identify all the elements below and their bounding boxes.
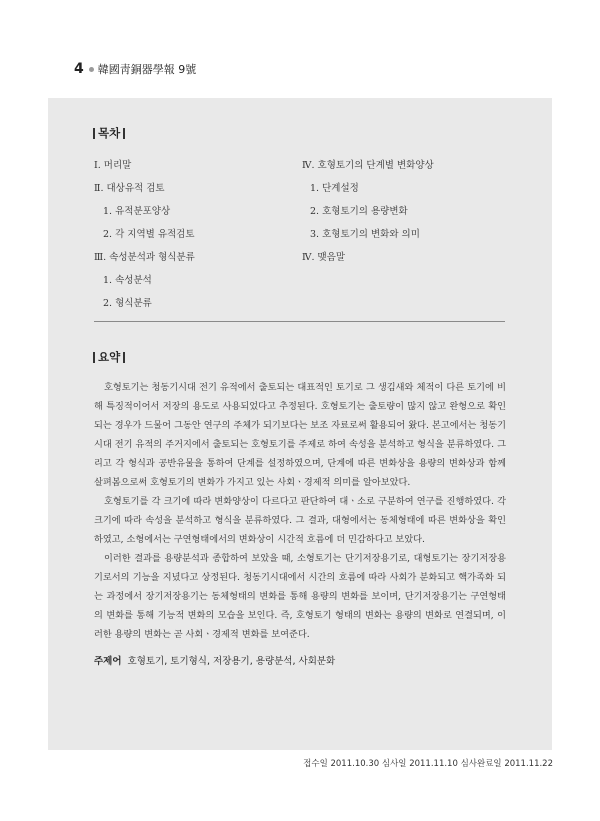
toc-item: 2. 각 지역별 유적검토 [103,229,195,240]
keywords [94,653,335,667]
running-head [74,61,196,77]
toc-heading [90,125,128,141]
toc-item: 2. 호형토기의 용량변화 [310,206,408,217]
abstract-paragraph: 호형토기는 청동기시대 전기 유적에서 출토되는 대표적인 토기로 그 생김새와 체적이 다른 토기에 비해 특징적이어서 저장의 용도로 사용되었다고 추정된다. 호형토기는 출토량이 많지 않고 완형으로 확인되는 경우가 드물어 그동안 연구의 주체가 되기보다는 보조 자료로써 활용되어 왔다. 본고에서는 청동기시대 전기 유적의 주거지에서 출토되는 호형토기를 주제로 하여 속성을 분석하고 형식을 분류하였다. 그리고 각 형식과 공반유물을 통하여 단계를 설정하였으며, 단계에 따른 변화상을 용량의 변화상과 함께 살펴봄으로써 호형토기의 변화가 가지고 있는 사회ㆍ경제적 의미를 알아보았다. [94,382,506,488]
bar-marker-icon [93,352,95,363]
bar-marker-icon [93,128,95,139]
abstract-paragraph: 호형토기를 각 크기에 따라 변화양상이 다르다고 판단하여 대ㆍ소로 구분하여 연구를 진행하였다. 각 크기에 따라 속성을 분석하고 형식을 분류하였다. 그 결과, 대형에서는 동체형태에 따른 변화상을 확인하였고, 소형에서는 구연형태에서의 변화상이 시간적 흐름에 더 민감하다고 보았다. [94,496,506,545]
toc-item: 1. 유적분포양상 [103,206,171,217]
toc-item: 2. 형식분류 [103,298,152,309]
toc-item: 3. 호형토기의 변화와 의미 [310,229,420,240]
divider [94,321,505,322]
bullet-dot-icon [89,67,94,72]
toc-item: Ⅰ. 머리말 [94,160,132,171]
bar-marker-icon [123,128,125,139]
toc-heading-label: 목차 [98,126,121,140]
abstract-heading [90,349,128,365]
toc-item: Ⅲ. 속성분석과 형식분류 [94,252,195,263]
review-dates: 접수일 2011.10.30 심사일 2011.11.10 심사완료일 2011.11.22 [303,759,553,769]
bar-marker-icon [123,352,125,363]
toc-item: Ⅳ. 호형토기의 단계별 변화양상 [302,160,434,171]
abstract-paragraph: 이러한 결과를 용량분석과 종합하여 보았을 때, 소형토기는 단기저장용기로, 대형토기는 장기저장용기로서의 기능을 지녔다고 상정된다. 청동기시대에서 시간의 흐름에 따라 사회가 분화되고 핵가족화 되는 과정에서 장기저장용기는 동체형태의 변화를 통해 용량의 변화를 보이며, 단기저장용기는 구연형태의 변화를 통해 기능적 변화의 모습을 보인다. 즉, 호형토기 형태의 변화는 용량의 변화로 연결되며, 이러한 용량의 변화는 곧 사회ㆍ경제적 변화를 보여준다. [94,553,506,640]
toc-item: 1. 속성분석 [103,275,152,286]
journal-title: 韓國靑銅器學報 9號 [97,63,197,76]
toc-item: 1. 단계설정 [310,183,359,194]
toc-item: Ⅳ. 맺음말 [302,252,346,263]
abstract-heading-label: 요약 [98,350,121,364]
keywords-text: 호형토기, 토기형식, 저장용기, 용량분석, 사회분화 [127,656,336,667]
page-number: 4 [74,61,84,77]
keywords-label: 주제어 [94,656,122,667]
abstract-body [94,378,506,644]
toc-item: Ⅱ. 대상유적 검토 [94,183,165,194]
